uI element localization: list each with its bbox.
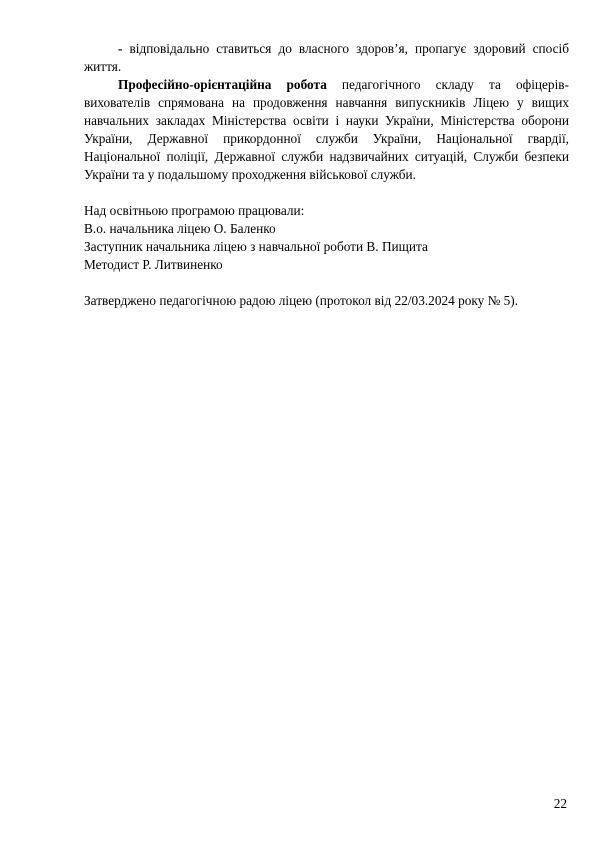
approval-statement: Затверджено педагогічною радою ліцею (протокол від 22/03.2024 року № 5).: [84, 293, 519, 308]
author-line-head: В.о. начальника ліцею О. Баленко: [84, 221, 276, 236]
paragraph-healthy-lifestyle: [84, 40, 569, 76]
career-guidance-heading: Професійно-орієнтаційна робота: [118, 77, 327, 92]
author-line-methodist: Методист Р. Литвиненко: [84, 257, 223, 272]
paragraph-career-guidance-text: педагогічного складу та офіцерів-вихователів спрямована на продовження навчання випускників Ліцею у вищих навчальних закладах Міністерства освіти і науки України, Міністерства оборони України, Державної прикордонної служби України, Національної гвардії, Національної поліції, Державної служби надзвичайних ситуацій, Служби безпеки України та у подальшому проходження військової служби.: [84, 77, 569, 182]
paragraph-healthy-lifestyle-text: відповідально ставиться до власного здоров’я, пропагує здоровий спосіб життя.: [84, 41, 569, 74]
blank-line: [84, 274, 569, 292]
author-line-deputy: Заступник начальника ліцею з навчальної роботи В. Пищита: [84, 239, 428, 254]
page-number: 22: [553, 796, 567, 811]
list-dash: -: [118, 41, 123, 56]
document-body: [84, 40, 569, 310]
paragraph-career-guidance: [84, 76, 569, 184]
blank-line: [84, 184, 569, 202]
authors-heading: Над освітньою програмою працювали:: [84, 203, 305, 218]
